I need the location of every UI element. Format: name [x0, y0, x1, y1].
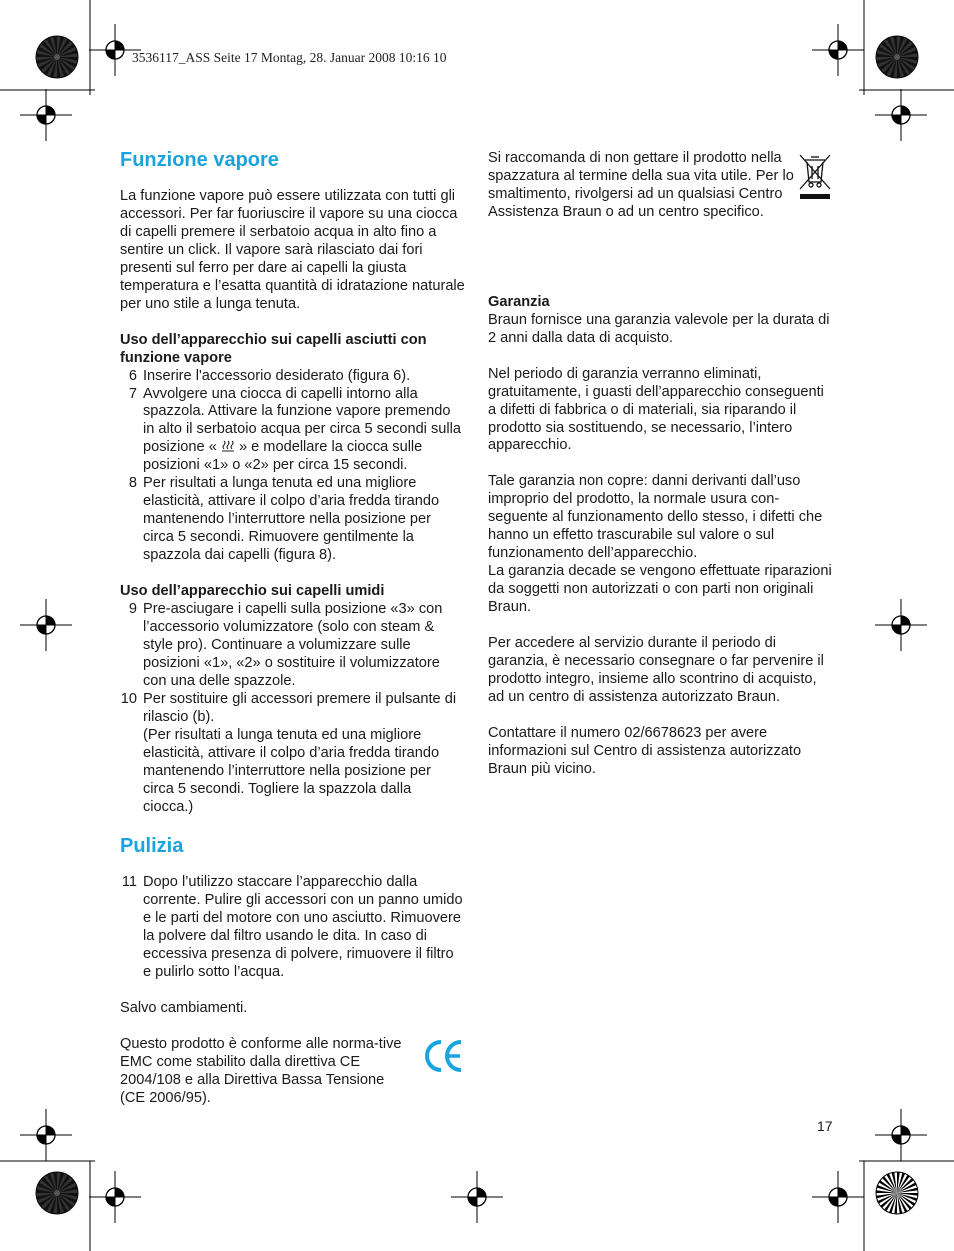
print-slug-line: 3536117_ASS Seite 17 Montag, 28. Januar 2008 10:16 10	[132, 50, 447, 65]
warranty-paragraph-2: Nel periodo di garanzia verranno eliminati, gratuitamente, i guasti dell’apparecchio conseguenti a difetti di fabbrica o di materiali, sia riparando il prodotto sia sostituendo, se necessario, l’intero apparecchio.	[488, 365, 824, 454]
warranty-paragraph-4: La garanzia decade se vengono effettuate riparazioni da soggetti non autorizzati o con parti non originali Braun.	[488, 563, 832, 616]
ce-mark-icon	[423, 1036, 465, 1076]
conformity-statement: Questo prodotto è conforme alle norma-tive EMC come stabilito dalla direttiva CE 2004/108 e alla Direttiva Bassa Tensione (CE 2006/95).	[120, 1036, 402, 1106]
starburst-top-left	[36, 36, 78, 78]
wet-hair-steps	[120, 601, 465, 816]
cleaning-steps	[120, 874, 465, 982]
disposal-paragraph: Si raccomanda di non gettare il prodotto nella spazzatura al termine della sua vita utile. Per lo smaltimento, rivolgersi ad un qualsiasi Centro Assistenza Braun o ad un centro specifico.	[488, 150, 794, 220]
registration-target	[812, 24, 864, 76]
step-8: 8 Per risultati a lunga tenuta ed una migliore elasticità, attivare il colpo d’aria fredda tirando mantenendo l’interruttore nella posizione per circa 5 secondi. Rimuovere gentilmente la spazzola dai capelli (figura 8).	[128, 475, 440, 564]
starburst-bottom-left	[36, 1172, 78, 1214]
registration-target	[20, 1109, 72, 1161]
warranty-paragraph-3: Tale garanzia non copre: danni derivanti dall’uso improprio del prodotto, la normale usura con-seguente al funzionamento dello stesso, i difetti che hanno un effetto trascurabile sul valore o sul funzionamento dell’apparecchio.	[488, 473, 823, 562]
dry-hair-heading: Uso dell’apparecchio sui capelli asciutti con funzione vapore	[120, 331, 427, 366]
step-7: 7 Avvolgere una ciocca di capelli intorno alla spazzola. Attivare la funzione vapore premendo in alto il serbatoio acqua per circa 5 secondi sulla posizione « » e modellare la ciocca sulle posizioni «1» o «2» per circa 15 secondi.	[128, 385, 461, 474]
registration-target	[875, 1109, 927, 1161]
step-9: 9 Pre-asciugare i capelli sulla posizione «3» con l’accessorio volumizzatore (solo con steam & style pro). Continuare a volumizzare sulle posizioni «1», «2» o sostituire il volumizzatore con una delle spazzole.	[128, 601, 443, 689]
warranty-paragraph-6: Contattare il numero 02/6678623 per avere informazioni sul Centro di assistenza autorizzato Braun più vicino.	[488, 724, 802, 777]
registration-target	[451, 1171, 503, 1223]
step-10: 10 Per sostituire gli accessori premere il pulsante di rilascio (b). (Per risultati a lunga tenuta ed una migliore elasticità, attivare il colpo d’aria fredda tirando mantenendo l’interruttore nella posizione per circa 5 secondi. Togliere la spazzola dalla ciocca.)	[120, 690, 457, 815]
cleaning-title: Pulizia	[120, 835, 184, 858]
right-column	[488, 150, 833, 779]
registration-target	[875, 89, 927, 141]
crossed-out-bin-icon	[797, 152, 833, 200]
registration-target	[89, 1171, 141, 1223]
registration-target	[20, 599, 72, 651]
starburst-top-right	[876, 36, 918, 78]
step-11: 11 Dopo l’utilizzo staccare l’apparecchio dalla corrente. Pulire gli accessori con un panno umido e le parti del motore con uno asciutto. Rimuovere la polvere dal filtro usando le dita. In caso di eccessiva presenza di polvere, rimuovere il filtro e pulirlo sotto l’acqua.	[121, 874, 463, 981]
step-6: 6 Inserire l'accessorio desiderato (figura 6).	[128, 367, 411, 384]
steam-function-title: Funzione vapore	[120, 149, 279, 171]
left-column	[120, 146, 465, 1108]
step-10-note: (Per risultati a lunga tenuta ed una migliore elasticità, attivare il colpo d’aria fredda tirando mantenendo l’interruttore nella posizione per circa 5 secondi. Togliere la spazzola dalla ciocca.)	[143, 726, 440, 815]
conformity-block	[120, 1036, 465, 1108]
warranty-heading: Garanzia	[488, 293, 550, 310]
warranty-paragraph-5: Per accedere al servizio durante il periodo di garanzia, è necessario consegnare o far pervenire il prodotto integro, insieme allo scontrino di acquisto, ad un centro di assistenza autorizzato Braun.	[488, 635, 824, 705]
warranty-paragraph-1: Braun fornisce una garanzia valevole per la durata di 2 anni dalla data di acquisto.	[488, 311, 830, 346]
steam-symbol-icon	[221, 440, 235, 452]
registration-target	[812, 1171, 864, 1223]
dry-hair-steps	[120, 368, 465, 565]
steam-intro-paragraph: La funzione vapore può essere utilizzata con tutti gli accessori. Per far fuoriuscire il vapore su una ciocca di capelli premere il serbatoio acqua in alto fino a sentire un click. Il vapore sarà rilasciato dai fori presenti sul ferro per dare ai capelli la giusta temperatura e l’esatta quantità di idratazione naturale per uno stile a lunga tenuta.	[120, 188, 465, 312]
page-number: 17	[817, 1118, 833, 1134]
starburst-bottom-right	[876, 1172, 918, 1214]
disposal-block	[488, 150, 833, 222]
registration-target	[20, 89, 72, 141]
registration-target	[875, 599, 927, 651]
wet-hair-heading: Uso dell’apparecchio sui capelli umidi	[120, 583, 385, 600]
subject-to-change-note: Salvo cambiamenti.	[120, 1000, 248, 1017]
